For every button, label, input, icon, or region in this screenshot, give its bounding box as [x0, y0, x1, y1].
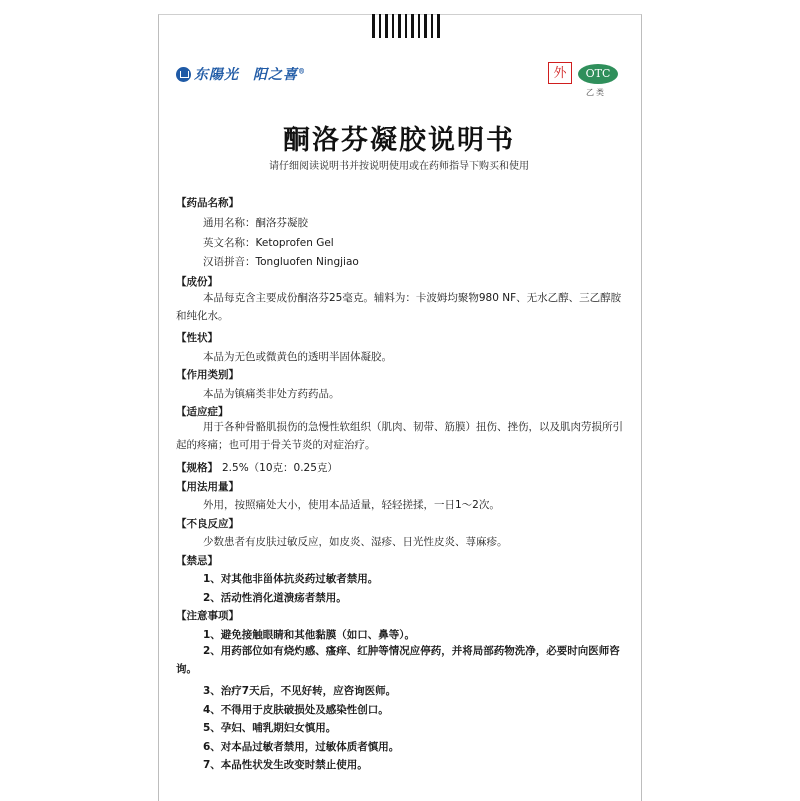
precaution-item: 1、避免接触眼睛和其他黏膜（如口、鼻等）。 — [203, 629, 416, 641]
brand-logo — [176, 64, 306, 84]
section-heading-category: 【作用类别】 — [176, 369, 239, 381]
precaution-item: 3、治疗7天后，不见好转，应咨询医师。 — [203, 685, 397, 697]
precaution-item: 6、对本品过敏者禁用，过敏体质者慎用。 — [203, 741, 400, 753]
dosage-text: 外用，按照痛处大小，使用本品适量，轻轻搓揉，一日1～2次。 — [203, 499, 500, 511]
section-heading-ingredients: 【成份】 — [176, 276, 218, 288]
company-logo-icon — [176, 67, 191, 82]
properties-text: 本品为无色或微黄色的透明半固体凝胶。 — [203, 351, 392, 363]
otc-badge: OTC — [578, 64, 618, 84]
precaution-item: 7、本品性状发生改变时禁止使用。 — [203, 759, 368, 771]
section-heading-properties: 【性状】 — [176, 332, 218, 344]
specification-line — [176, 460, 338, 475]
document-title: 酮洛芬凝胶说明书 — [283, 125, 515, 156]
brand-company-name: 东陽光 — [194, 67, 239, 83]
barcode-mark — [372, 14, 440, 38]
registered-mark: ® — [298, 66, 306, 76]
ingredients-text: 本品每克含主要成份酮洛芬25毫克。辅料为：卡波姆均聚物980 NF、无水乙醇、三乙醇胺和纯化水。 — [176, 292, 622, 322]
contraindication-item: 2、活动性消化道溃疡者禁用。 — [203, 592, 347, 604]
external-use-badge: 外 — [548, 62, 572, 84]
brand-product-line — [253, 64, 306, 84]
precaution-item: 4、不得用于皮肤破损处及感染性创口。 — [203, 704, 389, 716]
contraindication-item: 1、对其他非甾体抗炎药过敏者禁用。 — [203, 573, 379, 585]
section-heading-drug-name: 【药品名称】 — [176, 197, 239, 209]
generic-name: 通用名称：酮洛芬凝胶 — [203, 217, 308, 229]
section-heading-adverse: 【不良反应】 — [176, 518, 239, 530]
section-heading-contraindications: 【禁忌】 — [176, 555, 218, 567]
section-heading-precautions: 【注意事项】 — [176, 610, 239, 622]
section-heading-specification: 【规格】 — [176, 462, 218, 474]
indications-text: 用于各种骨骼肌损伤的急慢性软组织（肌肉、韧带、筋膜）扭伤、挫伤，以及肌肉劳损所引起的疼痛；也可用于骨关节炎的对症治疗。 — [176, 421, 623, 451]
section-heading-dosage: 【用法用量】 — [176, 481, 239, 493]
english-name: 英文名称：Ketoprofen Gel — [203, 237, 334, 249]
specification-text: 2.5%（10克：0.25克） — [222, 462, 338, 474]
precaution-item: 5、孕妇、哺乳期妇女慎用。 — [203, 722, 337, 734]
precaution-item: 2、用药部位如有烧灼感、瘙痒、红肿等情况应停药，并将局部药物洗净，必要时向医师咨询。 — [176, 645, 620, 675]
otc-class-label: 乙类 — [586, 88, 606, 97]
brand-sub-text: 阳之喜 — [253, 67, 298, 83]
pinyin-name: 汉语拼音：Tongluofen Ningjiao — [203, 256, 359, 268]
category-text: 本品为镇痛类非处方药药品。 — [203, 388, 340, 400]
usage-notice: 请仔细阅读说明书并按说明使用或在药师指导下购买和使用 — [269, 161, 529, 172]
adverse-text: 少数患者有皮肤过敏反应，如皮炎、湿疹、日光性皮炎、荨麻疹。 — [203, 536, 508, 548]
section-heading-indications: 【适应症】 — [176, 406, 229, 418]
